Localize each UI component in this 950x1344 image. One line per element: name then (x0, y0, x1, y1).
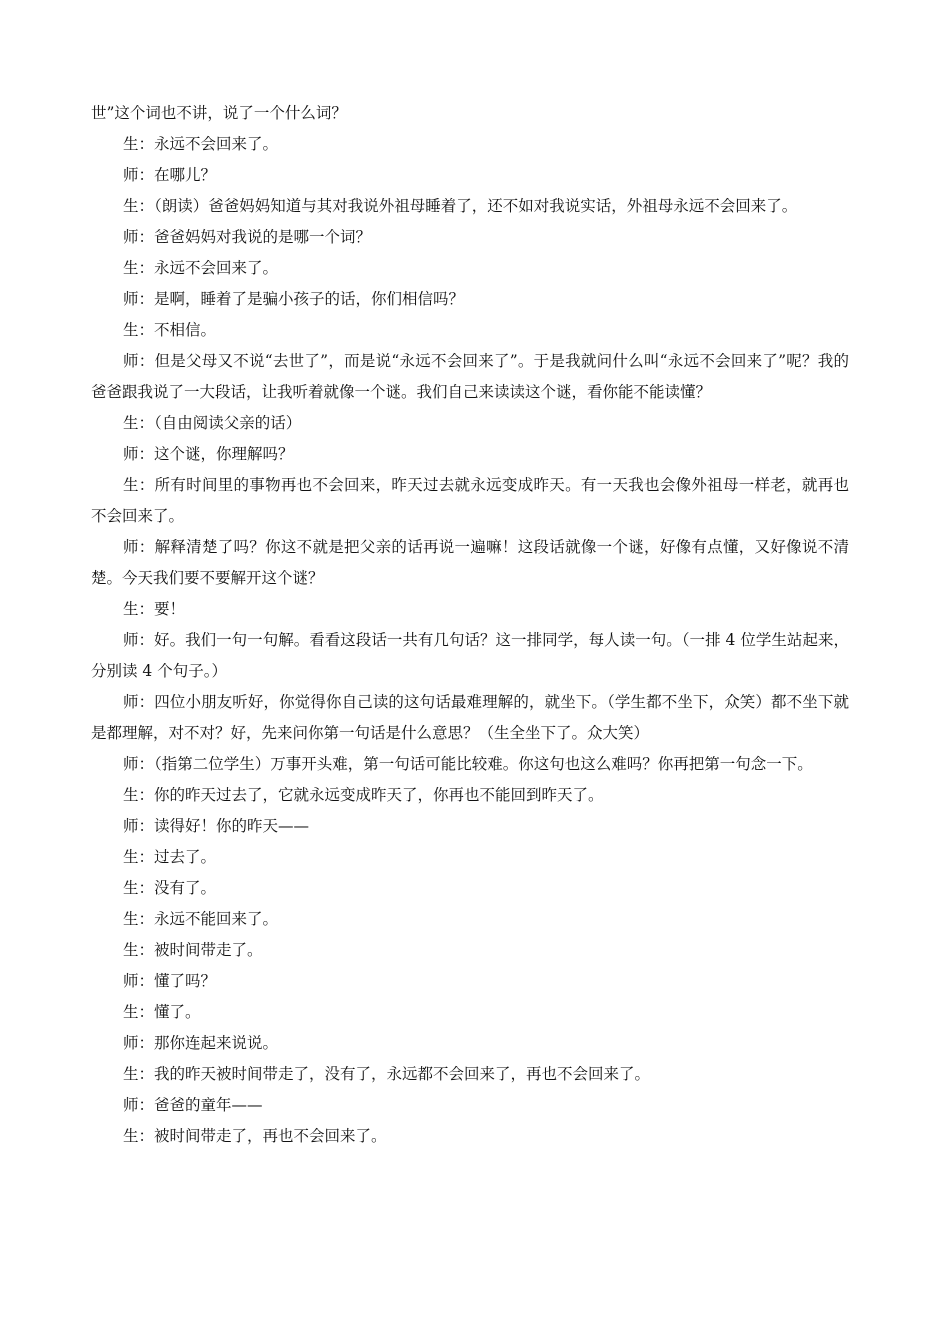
paragraph: 生：过去了。 (123, 848, 217, 866)
paragraph: 师：解释清楚了吗？你这不就是把父亲的话再说一遍嘛！这段话就像一个谜，好像有点懂，又好像说不清楚。今天我们要不要解开这个谜？ (91, 538, 849, 587)
paragraph: 生：被时间带走了。 (123, 941, 263, 959)
paragraph: 生：（自由阅读父亲的话） (123, 414, 302, 432)
paragraph: 生：要！ (123, 600, 186, 618)
paragraph: 师：爸爸妈妈对我说的是哪一个词？ (123, 228, 372, 246)
document-body (91, 98, 849, 1152)
paragraph: 生：没有了。 (123, 879, 217, 897)
paragraph: 师：爸爸的童年—— (123, 1096, 263, 1114)
paragraph: 生：我的昨天被时间带走了，没有了，永远都不会回来了，再也不会回来了。 (123, 1065, 651, 1083)
paragraph-continuation: 世”这个词也不讲，说了一个什么词？ (91, 104, 347, 122)
paragraph: 生：所有时间里的事物再也不会回来，昨天过去就永远变成昨天。有一天我也会像外祖母一样老，就再也不会回来了。 (91, 476, 849, 525)
paragraph: 师：读得好！你的昨天—— (123, 817, 310, 835)
paragraph: 师：是啊，睡着了是骗小孩子的话，你们相信吗？ (123, 290, 465, 308)
paragraph: 生：（朗读）爸爸妈妈知道与其对我说外祖母睡着了，还不如对我说实话，外祖母永远不会回来了。 (123, 197, 798, 215)
paragraph: 生：懂了。 (123, 1003, 201, 1021)
paragraph: 生：你的昨天过去了，它就永远变成昨天了，你再也不能回到昨天了。 (123, 786, 604, 804)
paragraph: 生：永远不能回来了。 (123, 910, 279, 928)
paragraph: 生：永远不会回来了。 (123, 259, 279, 277)
paragraph: 师：懂了吗？ (123, 972, 217, 990)
paragraph: 师：但是父母又不说“去世了”，而是说“永远不会回来了”。于是我就问什么叫“永远不会回来了”呢？我的爸爸跟我说了一大段话，让我听着就像一个谜。我们自己来读读这个谜，看你能不能读懂？ (91, 352, 849, 401)
paragraph: 师：（指第二位学生）万事开头难，第一句话可能比较难。你这句也这么难吗？你再把第一句念一下。 (123, 755, 813, 773)
paragraph: 师：在哪儿？ (123, 166, 217, 184)
paragraph: 生：被时间带走了，再也不会回来了。 (123, 1127, 387, 1145)
paragraph: 师：好。我们一句一句解。看看这段话一共有几句话？这一排同学，每人读一句。（一排 4 位学生站起来，分别读 4 个句子。） (91, 631, 849, 680)
paragraph: 生：不相信。 (123, 321, 217, 339)
paragraph: 师：这个谜，你理解吗？ (123, 445, 294, 463)
paragraph: 师：四位小朋友听好，你觉得你自己读的这句话最难理解的，就坐下。（学生都不坐下，众笑）都不坐下就是都理解，对不对？好，先来问你第一句话是什么意思？（生全坐下了。众大笑） (91, 693, 849, 742)
paragraph: 生：永远不会回来了。 (123, 135, 279, 153)
paragraph: 师：那你连起来说说。 (123, 1034, 279, 1052)
